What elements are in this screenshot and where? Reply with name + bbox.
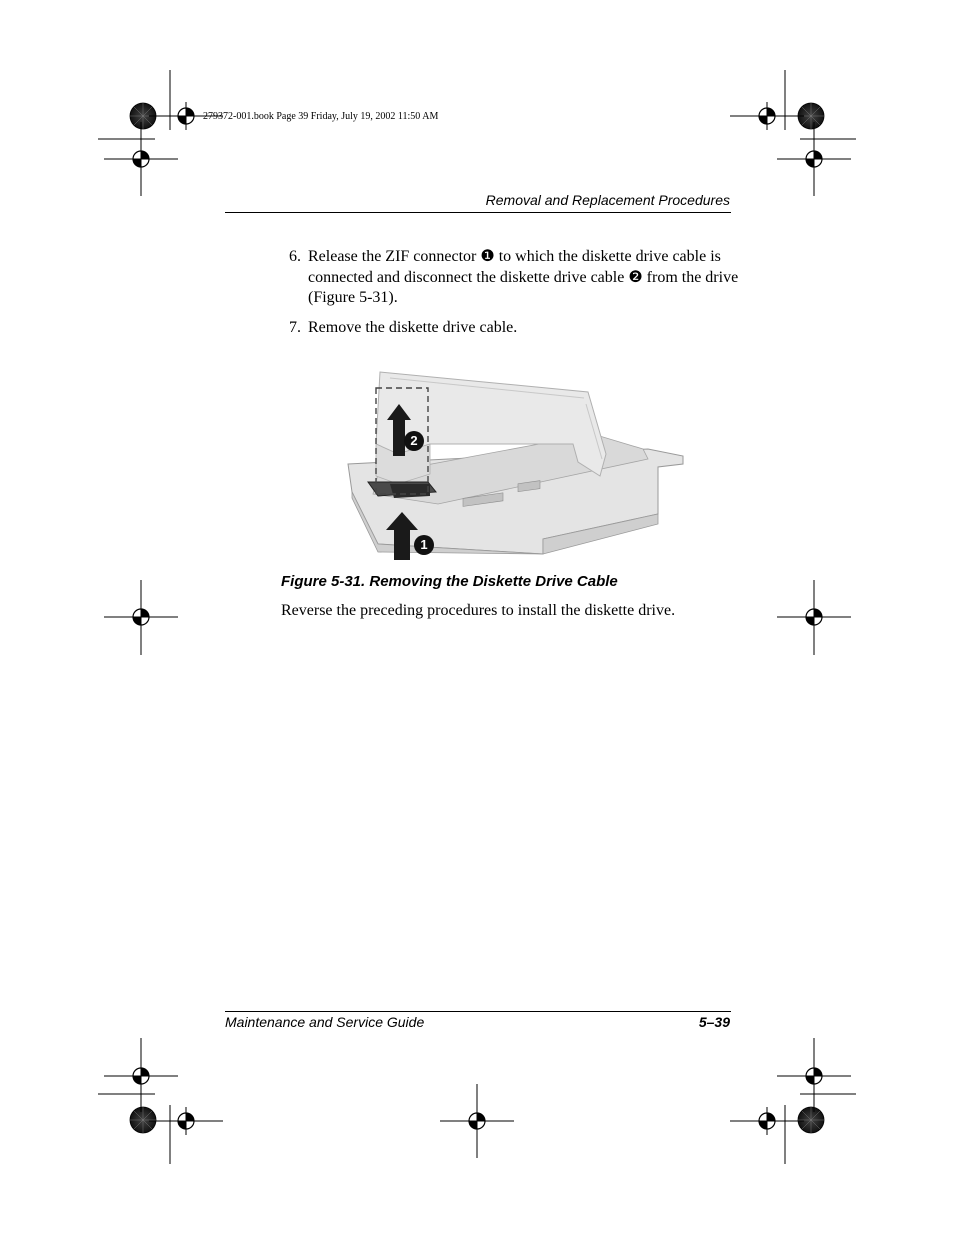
page-number: 5–39 (698, 1014, 730, 1030)
step-number: 7. (289, 319, 301, 336)
running-header: Removal and Replacement Procedures (485, 192, 730, 208)
file-slug: 279372-001.book Page 39 Friday, July 19, 2002 11:50 AM (203, 111, 439, 122)
callout-2: 2 (404, 431, 424, 451)
figure-caption: Figure 5-31. Removing the Diskette Drive Cable (281, 573, 618, 590)
step-text: Release the ZIF connector ❶ to which the diskette drive cable is connected and disconnect the diskette drive cable ❷ from the drive (Figure 5-31). (308, 248, 739, 306)
body-paragraph: Reverse the preceding procedures to install the diskette drive. (281, 602, 676, 619)
diskette-drive-illustration (338, 364, 690, 564)
footer-guide-title: Maintenance and Service Guide (225, 1014, 425, 1030)
header-rule (225, 212, 731, 213)
callout-1: 1 (414, 535, 434, 555)
step-6 (289, 247, 739, 309)
footer-rule (225, 1011, 731, 1012)
step-7 (289, 318, 739, 339)
step-text: Remove the diskette drive cable. (308, 319, 518, 336)
step-number: 6. (289, 248, 301, 265)
